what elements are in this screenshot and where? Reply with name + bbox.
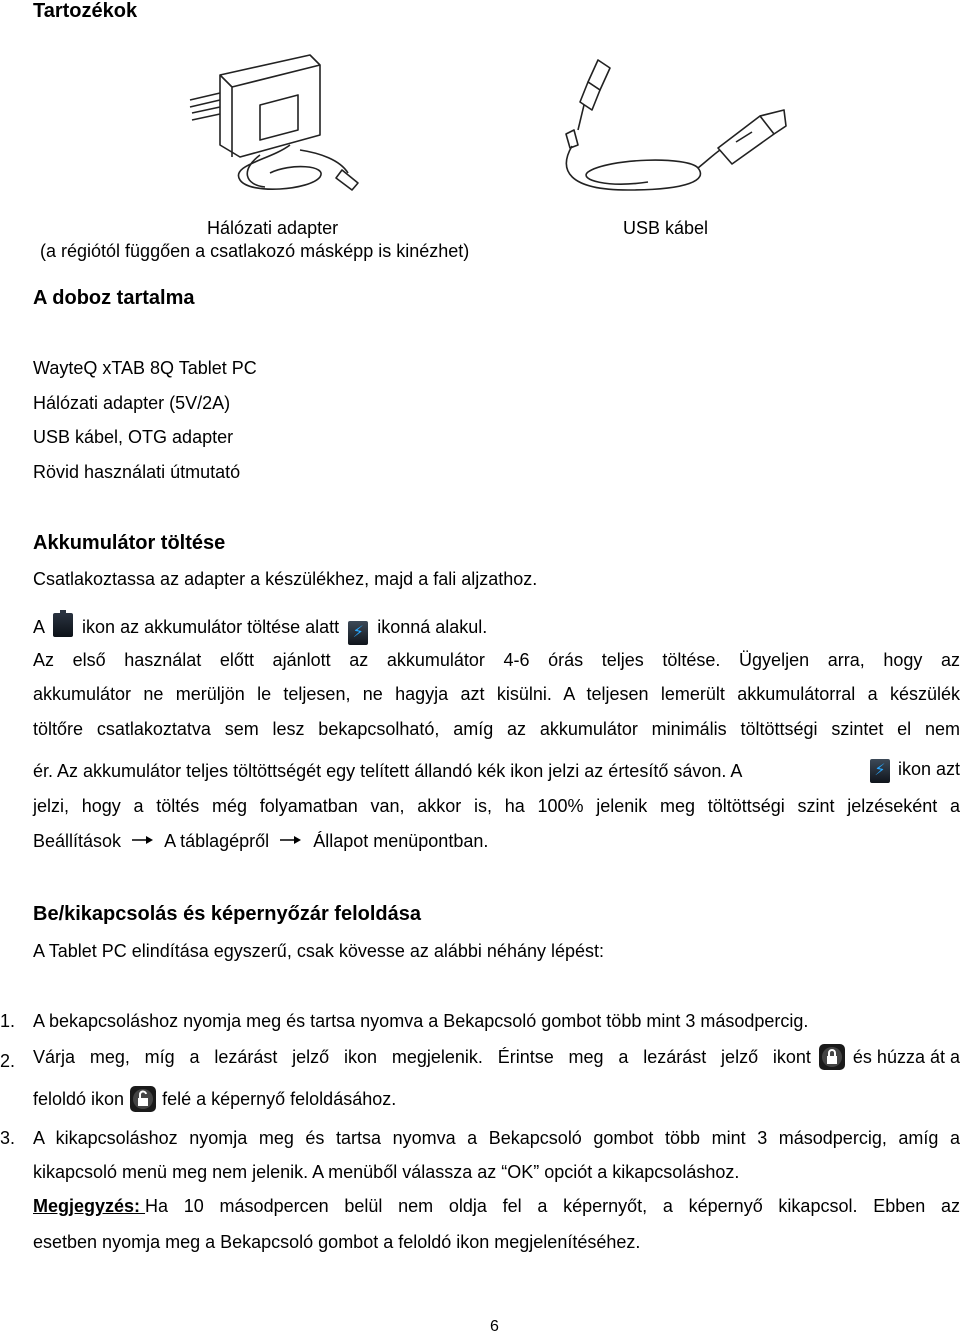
list-item: Rövid használati útmutató <box>33 462 241 482</box>
adapter-caption-note: (a régiótól függően a csatlakozó másképp is kinézhet) <box>40 241 470 261</box>
step-text: A kikapcsoláshoz nyomja meg és tartsa nyomva a Bekapcsoló gombot több mint 3 másodpercig, amíg a <box>33 1128 960 1148</box>
box-contents-heading: A doboz tartalma <box>33 287 195 309</box>
text-mid: ikon az akkumulátor töltése alatt <box>82 617 340 637</box>
text-a: A <box>33 617 45 637</box>
charging-heading: Akkumulátor töltése <box>33 532 226 554</box>
usb-cable-caption: USB kábel <box>623 218 709 238</box>
battery-empty-icon <box>53 613 73 637</box>
icon-explanation-line <box>33 613 487 645</box>
list-item: WayteQ xTAB 8Q Tablet PC <box>33 358 257 378</box>
paragraph-text-end: ikon azt <box>897 759 960 779</box>
battery-charging-icon: ⚡ <box>870 759 890 783</box>
note-label: Megjegyzés: <box>33 1196 146 1216</box>
settings-path <box>33 831 488 852</box>
step-number: 2. <box>0 1051 16 1071</box>
lock-icon <box>819 1044 845 1070</box>
note-text: esetben nyomja meg a Bekapcsoló gombot a feloldó ikon megjelenítéséhez. <box>33 1232 641 1252</box>
right-arrow-icon <box>280 835 302 845</box>
right-arrow-icon <box>132 835 154 845</box>
paragraph-line: jelzi, hogy a töltés még folyamatban van, akkor is, ha 100% jelenik meg töltöttségi szint jelzéseként a <box>33 796 960 816</box>
step-text-end: felé a képernyő feloldásához. <box>162 1088 397 1109</box>
adapter-caption: Hálózati adapter <box>207 218 339 238</box>
step-line <box>33 1044 960 1070</box>
path-about: A táblagépről <box>164 831 270 851</box>
power-heading: Be/kikapcsolás és képernyőzár feloldása <box>33 903 421 925</box>
paragraph-line: akkumulátor ne merüljön le teljesen, ne hagyja azt kisülni. A teljesen lemerült akkumulátorral a készülék <box>33 684 960 704</box>
page-number: 6 <box>490 1318 499 1335</box>
path-settings: Beállítások <box>33 831 122 851</box>
list-item: USB kábel, OTG adapter <box>33 427 234 447</box>
text-end: ikonná alakul. <box>377 617 488 637</box>
paragraph-line: Az első használat előtt ajánlott az akkumulátor 4-6 órás teljes töltése. Ügyeljen arra, hogy az <box>33 650 960 670</box>
note-text: Ha 10 másodpercen belül nem oldja fel a képernyőt, a képernyő kikapcsol. Ebben az <box>145 1196 960 1216</box>
note-line <box>33 1196 960 1217</box>
section-heading-accessories: Tartozékok <box>33 0 138 22</box>
step-text-end: és húzza át a <box>852 1046 960 1067</box>
step-line <box>33 1086 396 1112</box>
step-text: Várja meg, míg a lezárást jelző ikon megjelenik. Érintse meg a lezárást jelző ikont <box>33 1046 811 1067</box>
power-intro: A Tablet PC elindítása egyszerű, csak kövesse az alábbi néhány lépést: <box>33 941 605 961</box>
paragraph-line <box>33 759 960 783</box>
charging-instruction: Csatlakoztassa az adapter a készülékhez, majd a fali aljzathoz. <box>33 569 538 589</box>
unlock-icon <box>130 1086 156 1112</box>
step-number: 1. <box>0 1011 16 1031</box>
battery-charging-icon: ⚡ <box>348 621 368 645</box>
step-text: kikapcsoló menü meg nem jelenik. A menüből válassza az “OK” opciót a kikapcsoláshoz. <box>33 1162 740 1182</box>
step-text: feloldó ikon <box>33 1088 125 1109</box>
usb-cable-image <box>548 50 788 200</box>
step-text: A bekapcsoláshoz nyomja meg és tartsa nyomva a Bekapcsoló gombot több mint 3 másodpercig. <box>33 1011 809 1031</box>
path-status: Állapot menüpontban. <box>313 831 489 851</box>
step-number: 3. <box>0 1128 16 1148</box>
power-adapter-image <box>170 45 370 210</box>
paragraph-line: töltőre csatlakoztatva sem lesz bekapcsolható, amíg az akkumulátor minimális töltöttségi szintet el nem <box>33 719 960 739</box>
paragraph-text: ér. Az akkumulátor teljes töltöttségét egy telített állandó kék ikon jelzi az értesítő sávon. A <box>33 760 743 781</box>
list-item: Hálózati adapter (5V/2A) <box>33 393 231 413</box>
